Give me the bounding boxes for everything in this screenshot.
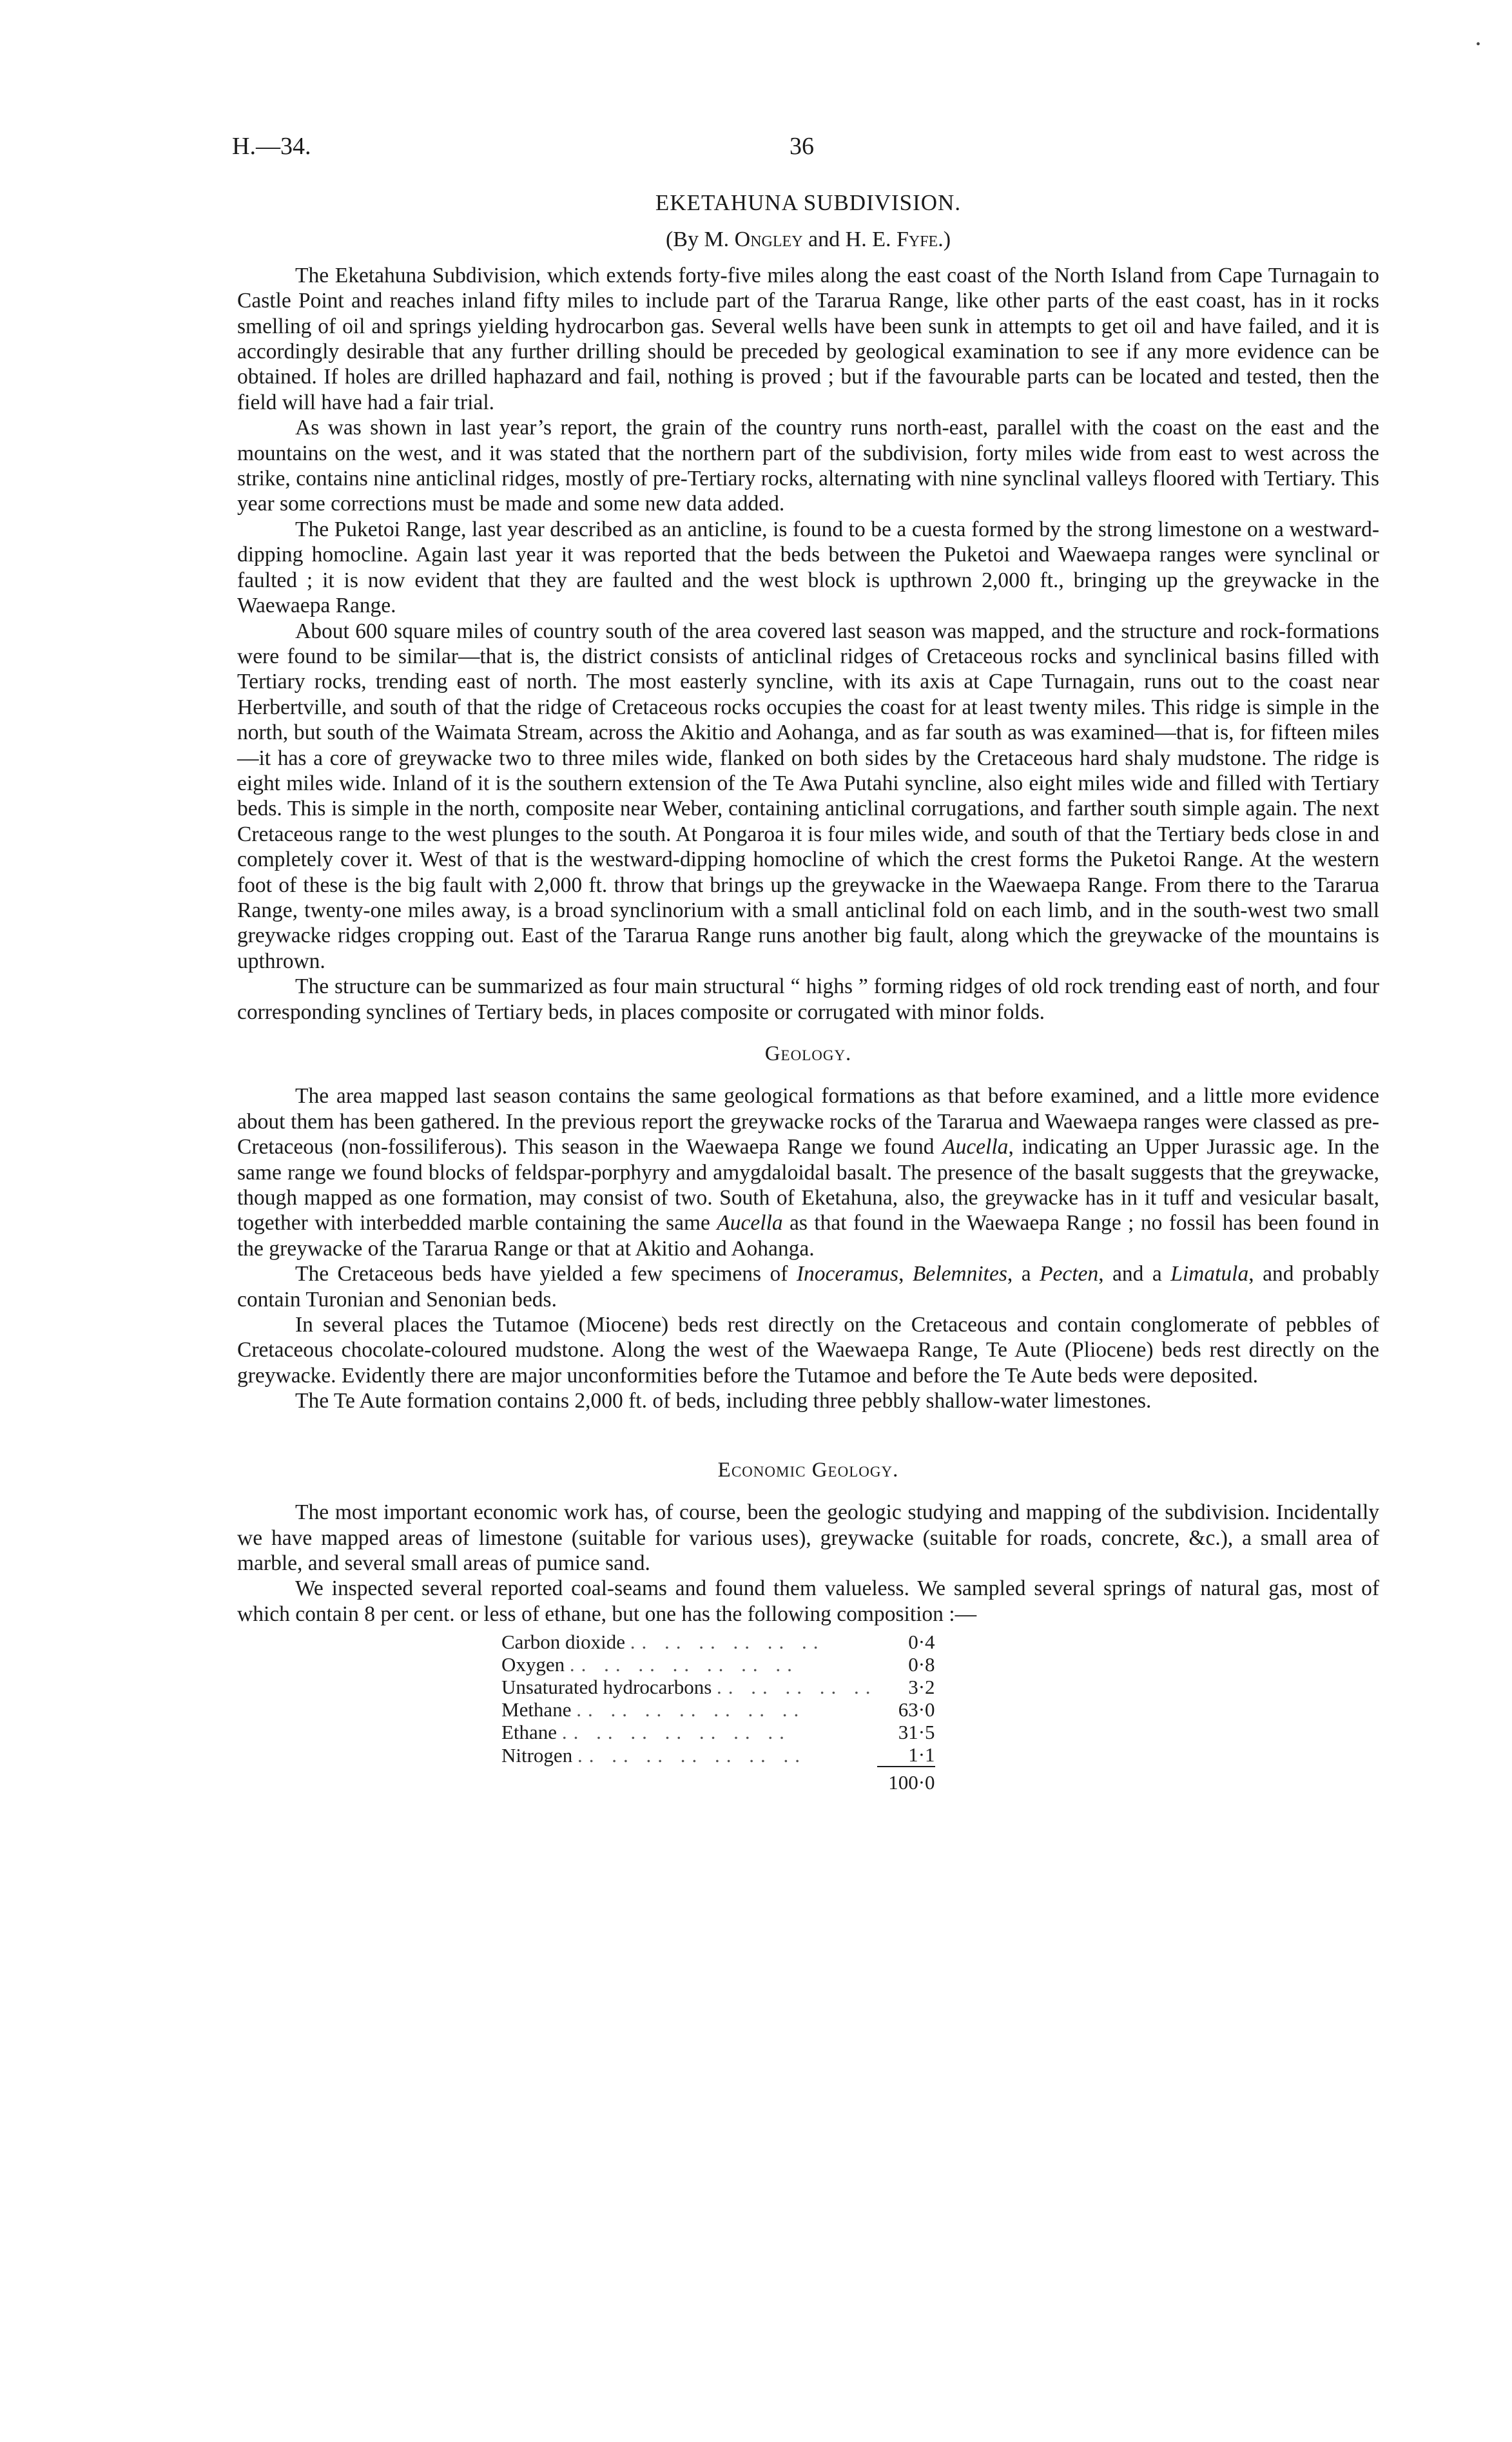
table-row bbox=[501, 1676, 935, 1698]
table-cell-component: Carbon dioxide .. .. .. .. .. .. bbox=[501, 1631, 825, 1654]
taxon-aucella: Aucella bbox=[942, 1135, 1009, 1159]
text-run: as that found in the Waewaepa Range ; no fossil has been found in the greywacke of the Tararua Range or that at Akitio and Aohanga. bbox=[237, 1211, 1379, 1261]
taxon-belemnites: Belemnites bbox=[912, 1262, 1007, 1286]
paragraph: The Eketahuna Subdivision, which extends forty-five miles along the east coast of the North Island from Cape Turnagain to Castle Point and reaches inland fifty miles to include part of the Tararua Range, like other parts of the east coast, has in it rocks smelling of oil and springs yielding hydrocarbon gas. Several wells have been sunk in attempts to get oil and have failed, and it is accordingly desirable that any further drilling should be preceded by geological examination to see if any more evidence can be obtained. If holes are drilled haphazard and fail, nothing is proved ; but if the favourable parts can be located and tested, then the field will have had a fair trial. bbox=[237, 263, 1379, 414]
paragraph: The structure can be summarized as four main structural “ highs ” forming ridges of old rock trending east of north, and four corresponding synclines of Tertiary beds, in places composite or corrugated with minor folds. bbox=[237, 974, 1379, 1024]
article-title: EKETAHUNA SUBDIVISION. bbox=[655, 190, 962, 215]
table-cell-value: 0·8 bbox=[908, 1653, 935, 1676]
taxon-limatula: Limatula bbox=[1170, 1262, 1249, 1286]
table-cell-value: 1·1 bbox=[908, 1743, 935, 1767]
paragraph: As was shown in last year’s report, the grain of the country runs north-east, parallel with the coast on the east and the mountains on the west, and it was stated that the northern part of the subdivision, forty miles wide from east to west across the strike, contains nine anticlinal ridges, mostly of pre-Tertiary rocks, alternating with nine synclinal valleys floored with Tertiary. This year some corrections must be made and some new data added. bbox=[237, 416, 1379, 516]
taxon-aucella: Aucella bbox=[717, 1211, 783, 1236]
gas-composition-table bbox=[501, 1631, 935, 1794]
document-id: H.—34. bbox=[232, 133, 311, 160]
paragraph: About 600 square miles of country south of the area covered last season was mapped, and the structure and rock-formations were found to be similar—that is, the district consists of anticlinal ridges of Cretaceous rocks and synclinical basins filled with Tertiary rocks, trending east of north. The most easterly syncline, with its axis at Cape Turnagain, runs out to the coast near Herbertville, and south of that the ridge of Cretaceous rocks occupies the coast for at least twenty miles. This ridge is simple in the north, but south of the Waimata Stream, across the Akitio and Aohanga, and as far south as was examined—that is, for fifteen miles—it has a core of greywacke two to three miles wide, flanked on both sides by the Cretaceous hard shaly mudstone. The ridge is eight miles wide. Inland of it is the southern extension of the Te Awa Putahi syncline, also eight miles wide and filled with Tertiary beds. This is simple in the north, composite near Weber, containing anticlinal corrugations, and farther south simple again. The next Cretaceous range to the west plunges to the south. At Pongaroa it is four miles wide, and south of that the Tertiary beds close in and completely cover it. West of that is the westward-dipping homocline of which the crest forms the Puketoi Range. At the western foot of these is the big fault with 2,000 ft. throw that brings up the greywacke in the Waewaepa Range. From there to the Tararua Range, twenty-one miles away, is a broad synclinorium with a small anticlinal fold on each limb, and in the south-west two small greywacke ridges cropping out. East of the Tararua Range runs another big fault, along which the greywacke of the mountains is upthrown. bbox=[237, 619, 1379, 973]
paragraph: We inspected several reported coal-seams and found them valueless. We sampled several springs of natural gas, most of which contain 8 per cent. or less of ethane, but one has the following composition :— bbox=[237, 1576, 1379, 1626]
paragraph: The most important economic work has, of course, been the geologic studying and mapping of the subdivision. Incidentally we have mapped areas of limestone (suitable for various uses), greywacke (suitable for roads, concrete, &c.), a small area of marble, and several small areas of pumice sand. bbox=[237, 1500, 1379, 1575]
text-run: The area mapped last season contains the same geological formations as that before examined, and a little more evidence about them has been gathered. In the previous report the greywacke rocks of the Tararua and Waewaepa ranges were classed as pre-Cretaceous (non-fossiliferous). This season in the Waewaepa Range we found bbox=[237, 1084, 1379, 1159]
taxon-inoceramus: Inoceramus bbox=[796, 1262, 899, 1286]
body-text bbox=[237, 190, 1379, 1794]
paragraph bbox=[237, 1083, 1379, 1261]
table-cell-value: 31·5 bbox=[898, 1721, 935, 1744]
table-total-row bbox=[501, 1767, 935, 1794]
taxon-pecten: Pecten bbox=[1040, 1262, 1099, 1286]
byline-open: (By M. bbox=[665, 228, 735, 252]
section-heading-economic-geology: Economic Geology. bbox=[717, 1458, 899, 1482]
table-row bbox=[501, 1631, 935, 1653]
corner-mark: • bbox=[1476, 37, 1481, 52]
table-cell-component: Oxygen .. .. .. .. .. .. .. bbox=[501, 1653, 799, 1676]
table-cell-component: Nitrogen .. .. .. .. .. .. .. bbox=[501, 1743, 806, 1767]
text-run: , indicating an Upper Jurassic age. In the same range we found blocks of feldspar-porphyry and amygdaloidal basalt. The presence of the basalt suggests that the greywacke, though mapped as one formation, may consist of two. South of Eketahuna, also, the greywacke has in it tuff and vesicular basalt, together with interbedded marble containing the same bbox=[237, 1135, 1380, 1236]
paragraph: The Puketoi Range, last year described as an anticline, is found to be a cuesta formed by the strong limestone on a westward-dipping homocline. Again last year it was reported that the beds between the Puketoi and Waewaepa ranges were synclinal or faulted ; it is now evident that they are faulted and the west block is upthrown 2,000 ft., bringing up the greywacke in the Waewaepa Range. bbox=[237, 517, 1379, 618]
text-run: , bbox=[898, 1262, 913, 1286]
text-run: The Cretaceous beds have yielded a few specimens of bbox=[295, 1262, 797, 1286]
table-row bbox=[501, 1721, 935, 1743]
paragraph bbox=[237, 1261, 1379, 1312]
text-run: , and probably contain Turonian and Senonian beds. bbox=[237, 1262, 1379, 1312]
table-cell-blank bbox=[501, 1767, 877, 1794]
running-head bbox=[232, 132, 1377, 164]
byline-mid: and H. E. bbox=[802, 228, 897, 252]
author-fyfe: Fyfe bbox=[896, 228, 938, 252]
table-row bbox=[501, 1698, 935, 1721]
section-heading-geology: Geology. bbox=[764, 1042, 852, 1065]
table-cell-component: Ethane .. .. .. .. .. .. .. bbox=[501, 1721, 791, 1744]
table-cell-value: 3·2 bbox=[908, 1676, 935, 1699]
byline-close: .) bbox=[938, 228, 951, 252]
text-run: , a bbox=[1007, 1262, 1040, 1286]
table-total-value: 100·0 bbox=[877, 1767, 935, 1794]
paragraph: In several places the Tutamoe (Miocene) beds rest directly on the Cretaceous and contain conglomerate of pebbles of Cretaceous chocolate-coloured mudstone. Along the west of the Waewaepa Range, Te Aute (Pliocene) beds rest directly on the greywacke. Evidently there are major unconformities before the Tutamoe and before the Te Aute beds were deposited. bbox=[237, 1313, 1379, 1388]
table-cell-component: Unsaturated hydrocarbons .. .. .. .. .. bbox=[501, 1676, 877, 1699]
table-cell-value: 0·4 bbox=[908, 1631, 935, 1654]
author-ongley: Ongley bbox=[734, 228, 803, 252]
table-cell-component: Methane .. .. .. .. .. .. .. bbox=[501, 1698, 806, 1721]
table-cell-value: 63·0 bbox=[898, 1698, 935, 1721]
text-run: , and a bbox=[1098, 1262, 1171, 1286]
byline bbox=[237, 227, 1379, 252]
paragraph: The Te Aute formation contains 2,000 ft. of beds, including three pebbly shallow-water limestones. bbox=[295, 1389, 1152, 1413]
table-row bbox=[501, 1653, 935, 1676]
table-row bbox=[501, 1743, 935, 1767]
page-number: 36 bbox=[790, 133, 814, 160]
